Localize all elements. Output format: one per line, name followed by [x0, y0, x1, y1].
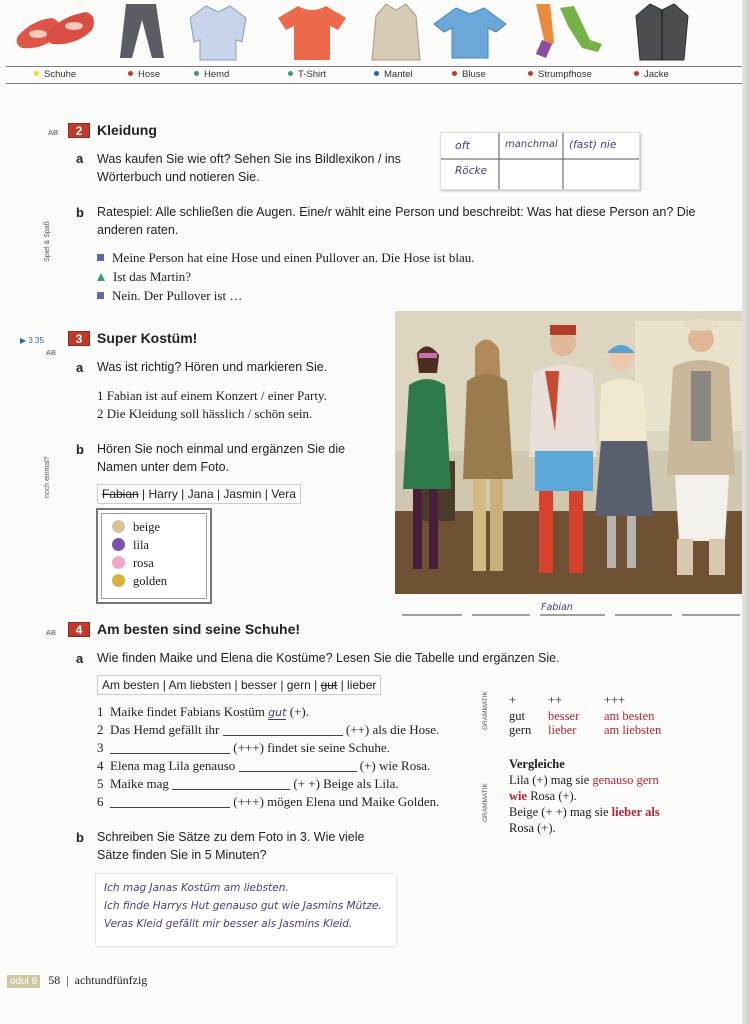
label-tshirt: T-Shirt [288, 69, 326, 80]
label-mantel: Mantel [374, 69, 413, 80]
vergleiche-line-2: wie Rosa (+). [509, 789, 577, 803]
jacket-icon [634, 2, 690, 62]
name-box: Fabian | Harry | Jana | Jasmin | Vera [97, 484, 301, 504]
module-tag: odul 8 [7, 975, 40, 988]
grammar-cell: lieber [548, 723, 577, 737]
vergleiche-title: Vergleiche [509, 757, 565, 771]
label-jacke: Jacke [634, 69, 669, 80]
color-row-beige: beige [112, 520, 160, 535]
triangle-marker-icon [97, 273, 105, 281]
blouse-icon [432, 2, 508, 62]
dot [34, 71, 39, 76]
answer-blank[interactable] [110, 807, 230, 808]
section-title: Kleidung [97, 122, 157, 138]
note-table [440, 132, 640, 190]
grammar-head-2: ++ [548, 693, 563, 707]
answer-blank[interactable] [239, 771, 357, 772]
page-edge [742, 0, 750, 1024]
grammar-cell: am besten [604, 709, 655, 723]
dialog-line-2: Ist das Martin? [97, 268, 191, 285]
word-box: Am besten | Am liebsten | besser | gern | gut | lieber [97, 675, 381, 695]
sentence-4: 4 Elena mag Lila genauso (+) wie Rosa. [97, 758, 431, 773]
clothing-labels [6, 66, 742, 84]
dialog-line-1: Meine Person hat eine Hose und einen Pullover an. Die Hose ist blau. [97, 249, 474, 266]
page-footer: odul 8 58 | achtundfünfzig [7, 973, 147, 988]
sentence-3: 3 (+++) findet sie seine Schuhe. [97, 740, 390, 755]
dialog-line-3: Nein. Der Pullover ist … [97, 287, 242, 304]
statement-1: 1 Fabian ist auf einem Konzert / einer Party. [97, 388, 327, 403]
coat-icon [370, 2, 422, 62]
task-letter-b: b [76, 830, 84, 845]
statement-2: 2 Die Kleidung soll hässlich / schön sein. [97, 406, 313, 421]
note-line-2: Ich finde Harrys Hut genauso gut wie Jasmins Mütze. [104, 900, 382, 912]
color-row-golden: golden [112, 574, 167, 589]
task-b-text: Ratespiel: Alle schließen die Augen. Eine/r wählt eine Person und beschreibt: Was hat diese Person an? Die anderen raten. [97, 205, 696, 237]
tshirt-icon [276, 2, 348, 62]
trousers-icon [116, 2, 168, 62]
shoes-icon [12, 2, 102, 62]
ab-marker: AB [46, 348, 57, 357]
sentence-5: 5 Maike mag (+ +) Beige als Lila. [97, 776, 399, 791]
label-hemd: Hemd [194, 69, 229, 80]
sentence-1: 1 Maike findet Fabians Kostüm gut (+). [97, 704, 309, 719]
task-a-text: Was ist richtig? Hören und markieren Sie. [97, 360, 328, 374]
task-letter-b: b [76, 205, 84, 220]
answer-blank[interactable] [110, 753, 230, 754]
grammar-head-1: + [509, 693, 517, 707]
dot [194, 71, 199, 76]
side-label-spiel: Spiel & Spaß [44, 221, 51, 262]
dot [128, 71, 133, 76]
costume-photo [395, 311, 745, 594]
vergleiche-line-3: Beige (+ +) mag sie lieber als [509, 805, 660, 819]
dot [528, 71, 533, 76]
answer-blank[interactable] [223, 735, 343, 736]
task-a-text: Wie finden Maike und Elena die Kostüme? Lesen Sie die Tabelle und ergänzen Sie. [97, 651, 560, 665]
table-row-roecke: Röcke [455, 165, 488, 177]
handwritten-note [96, 874, 396, 946]
clothing-strip [0, 0, 742, 86]
grammar-label: GRAMMATIK [482, 783, 489, 822]
dot [288, 71, 293, 76]
table-header-nie: (fast) nie [569, 139, 617, 151]
ab-marker: AB [48, 128, 59, 137]
label-bluse: Bluse [452, 69, 486, 80]
section-title: Super Kostüm! [97, 330, 198, 346]
sentence-6: 6 (+++) mögen Elena und Maike Golden. [97, 794, 440, 809]
shirt-icon [186, 2, 250, 62]
swatch [112, 538, 125, 551]
grammar-cell: gut [509, 709, 525, 723]
swatch [112, 556, 125, 569]
answer-blank[interactable] [172, 789, 290, 790]
table-header-manchmal: manchmal [505, 139, 558, 150]
grammar-cell: am liebsten [604, 723, 662, 737]
task-letter-a: a [76, 651, 84, 666]
grammar-cell: gern [509, 723, 532, 737]
task-letter-b: b [76, 442, 84, 457]
section-number: 2 [68, 123, 90, 138]
page-number-word: achtundfünfzig [74, 973, 148, 987]
tights-icon [530, 2, 606, 62]
dot [452, 71, 457, 76]
note-line-3: Veras Kleid gefällt mir besser als Jasmins Kleid. [104, 918, 353, 930]
note-line-1: Ich mag Janas Kostüm am liebsten. [104, 882, 289, 894]
task-a-text: Was kaufen Sie wie oft? Sehen Sie ins Bildlexikon / ins Wörterbuch und notieren Sie. [97, 152, 401, 184]
grammar-cell: besser [548, 709, 580, 723]
side-label-noch-einmal: noch einmal? [44, 456, 51, 498]
dot [634, 71, 639, 76]
square-marker-icon [97, 292, 104, 299]
color-row-rosa: rosa [112, 556, 154, 571]
sentence-2: 2 Das Hemd gefällt ihr (++) als die Hose. [97, 722, 440, 737]
grammar-head-3: +++ [604, 693, 626, 707]
section-number: 4 [68, 622, 90, 637]
page-number: 58 [48, 973, 61, 987]
label-strumpfhose: Strumpfhose [528, 69, 592, 80]
task-b-text: Schreiben Sie Sätze zu dem Foto in 3. Wie viele Sätze finden Sie in 5 Minuten? [97, 830, 365, 862]
section-number: 3 [68, 331, 90, 346]
square-marker-icon [97, 254, 104, 261]
ab-marker: AB [46, 628, 57, 637]
vergleiche-line-4: Rosa (+). [509, 821, 556, 835]
table-header-oft: oft [455, 139, 470, 152]
label-schuhe: Schuhe [34, 69, 76, 80]
swatch [112, 574, 125, 587]
task-b-text: Hören Sie noch einmal und ergänzen Sie die Namen unter dem Foto. [97, 442, 346, 474]
task-letter-a: a [76, 151, 84, 166]
caption-fabian: Fabian [541, 602, 573, 613]
color-legend [96, 508, 212, 604]
grammar-label: GRAMMATIK [482, 691, 489, 730]
color-row-lila: lila [112, 538, 149, 553]
task-letter-a: a [76, 360, 84, 375]
audio-track[interactable]: ▶ 3 35 [20, 336, 44, 345]
section-title: Am besten sind seine Schuhe! [97, 621, 301, 637]
dot [374, 71, 379, 76]
label-hose: Hose [128, 69, 160, 80]
swatch [112, 520, 125, 533]
vergleiche-line-1: Lila (+) mag sie genauso gern [509, 773, 659, 787]
